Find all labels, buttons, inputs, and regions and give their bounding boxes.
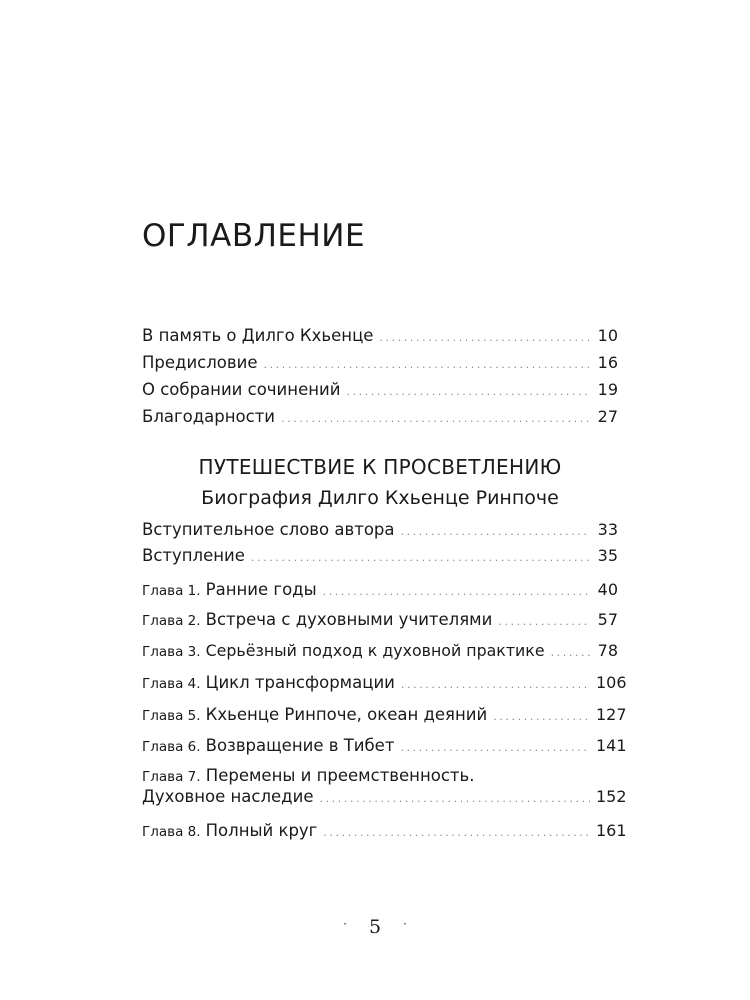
chapter-prefix: Глава 6. [142, 739, 201, 755]
toc-entry-page: 27 [597, 407, 618, 426]
toc-entry-page: 10 [597, 326, 618, 345]
chapter-entry[interactable] [142, 821, 627, 840]
page-title: ОГЛАВЛЕНИЕ [142, 218, 366, 254]
folio-ornament-right: · [403, 917, 407, 931]
toc-entry[interactable] [142, 326, 618, 345]
chapter-prefix: Глава 3. [142, 644, 201, 660]
chapter-page: 127 [596, 705, 627, 724]
chapter-page: 40 [597, 580, 618, 599]
dot-leader [346, 385, 590, 398]
dot-leader [400, 741, 590, 754]
dot-leader [263, 358, 590, 371]
chapter-entry[interactable] [142, 736, 627, 755]
chapter-title: Ранние годы [205, 580, 317, 599]
dot-leader [251, 551, 590, 564]
dot-leader [401, 678, 590, 691]
chapter-prefix: Глава 4. [142, 676, 201, 692]
toc-entry[interactable] [142, 353, 618, 372]
toc-entry[interactable] [142, 520, 618, 539]
dot-leader [379, 331, 590, 344]
chapter-prefix: Глава 7. [142, 769, 201, 785]
page-footer [0, 916, 750, 938]
dot-leader [493, 710, 590, 723]
chapter-prefix: Глава 8. [142, 824, 201, 840]
dot-leader [323, 826, 590, 839]
section-subtitle: Биография Дилго Кхьенце Ринпоче [201, 487, 559, 509]
dot-leader [281, 412, 590, 425]
chapter-entry[interactable] [142, 705, 627, 724]
dot-leader [401, 525, 591, 538]
chapter-title: Кхьенце Ринпоче, океан деяний [205, 705, 488, 724]
toc-entry-page: 19 [597, 380, 618, 399]
chapter-page: 57 [597, 610, 618, 629]
chapter-title: Встреча с духовными учителями [205, 610, 493, 629]
toc-entry[interactable] [142, 546, 618, 565]
toc-entry-label: Вступление [142, 546, 245, 565]
chapter-title-line2 [142, 787, 627, 806]
toc-entry-page: 16 [597, 353, 618, 372]
chapter-entry[interactable] [142, 641, 618, 660]
chapter-entry[interactable] [142, 580, 618, 599]
chapter-page: 78 [597, 641, 618, 660]
dot-leader [319, 792, 590, 805]
chapter-page: 141 [596, 736, 627, 755]
chapter-title: Серьёзный подход к духовной практике [205, 641, 545, 660]
toc-entry-page: 35 [597, 546, 618, 565]
toc-entry-label: Предисловие [142, 353, 258, 372]
toc-entry-label: О собрании сочинений [142, 380, 341, 399]
chapter-title: Перемены и преемственность. [205, 766, 475, 785]
chapter-entry[interactable] [142, 610, 618, 629]
toc-entry[interactable] [142, 407, 618, 426]
toc-entry-label: В память о Дилго Кхьенце [142, 326, 374, 345]
folio-ornament-left: · [343, 917, 347, 931]
chapter-page: 106 [596, 673, 627, 692]
chapter-title-continued: Духовное наследие [142, 787, 314, 806]
chapter-title: Полный круг [205, 821, 318, 840]
chapter-prefix: Глава 2. [142, 613, 201, 629]
dot-leader [551, 646, 590, 659]
section-title: ПУТЕШЕСТВИЕ К ПРОСВЕТЛЕНИЮ [198, 455, 562, 479]
chapter-title-line1 [142, 766, 618, 785]
dot-leader [323, 585, 590, 598]
toc-entry[interactable] [142, 380, 618, 399]
chapter-entry[interactable] [142, 766, 627, 806]
dot-leader [498, 615, 590, 628]
page-number: 5 [368, 916, 382, 938]
chapter-title: Цикл трансформации [205, 673, 395, 692]
chapter-entry[interactable] [142, 673, 627, 692]
toc-entry-label: Благодарности [142, 407, 276, 426]
toc-entry-label: Вступительное слово автора [142, 520, 395, 539]
chapter-prefix: Глава 1. [142, 583, 201, 599]
chapter-page: 161 [596, 821, 627, 840]
chapter-prefix: Глава 5. [142, 708, 201, 724]
chapter-title: Возвращение в Тибет [205, 736, 395, 755]
chapter-page: 152 [596, 787, 627, 806]
toc-entry-page: 33 [597, 520, 618, 539]
